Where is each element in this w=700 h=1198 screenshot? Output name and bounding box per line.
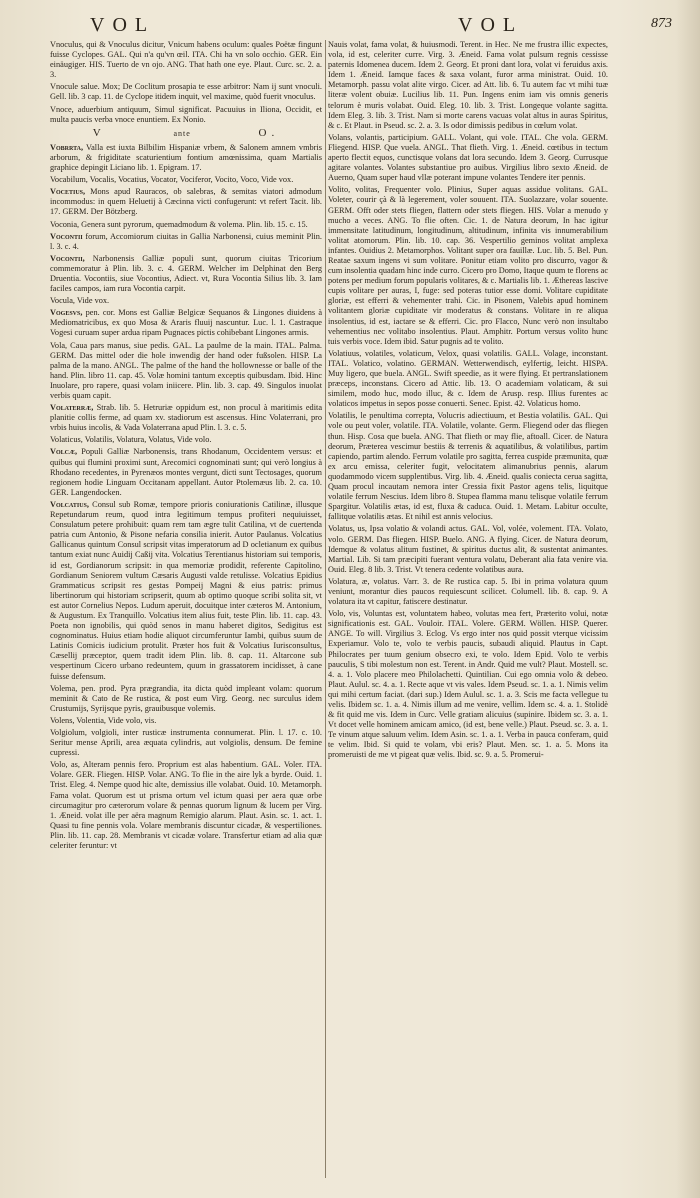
dictionary-entry [50,760,322,851]
entry-text: Volatus, us, Ipsa volatio & volandi actus. GAL. Vol, volée, volement. ITA. Volato, volo. GERM. Das fliegen. HISP. Buelo. ANG. A flying. Cicer. de Natura deorum, Idemque & volatus alitum fustinet, & spiritus ductus alit, & sustentat animantes. Martial. Lib. Si tam præcipiti fuerant ventura volatu, Deberant alia fata venire via. Ouid. Eleg. 8 lib. 3. Trist. Vt tenera cedente volatibus aura. [328,524,608,574]
page-number: 873 [651,16,672,31]
entry-text: Valla est iuxta Bilbilim Hispaniæ vrbem, & Salonem amnem vmbris arborum, & frigiditate scaturientium fontium amœnissima, quam Martialis graphice depingit Liciano lib. 1. Epigram. 17. [50,142,322,173]
dictionary-entry [50,82,322,102]
entry-text: forum, Accomiorum ciuitas in Gallia Narbonensi, cuius meminit Plin. l. 3. c. 4. [50,231,322,251]
entry-headword: Vocontii [50,231,83,241]
entry-text: Volens, Volentia, Vide volo, vis. [50,715,157,725]
dictionary-entry [328,133,608,183]
entry-headword: Volcatius, [50,499,89,509]
running-header [40,12,672,38]
dictionary-entry [50,40,322,80]
entry-text: Volgiolum, volgioli, inter rusticæ instrumenta connumerat. Plin. l. 17. c. 10. Seritur mense Aprili, area æquata cylindris, aut volgiolis, densum. De femine cupressi. [50,728,322,758]
dictionary-entry [50,341,322,402]
page-edge-shadow [676,0,700,1198]
entry-headword: Vobrrta, [50,142,84,152]
section-heading [50,128,322,139]
dictionary-entry [328,185,608,347]
entry-text: Volatilis, le penultima correpta, Volucris adiectiuum, et Bestia volatilis. GAL. Qui vole ou peut voler, volatile. ITA. Volatile, volante. Germ. Fliegend oder das fliegen thun. Hisp. Cosa que buela. ANG. That flieth or may flie, aftoall. Cicer. de Natura deorum, Præterea vescimur bestiis & terrenis & aquatilibus, & volatilibus, partim capiendo, partim alendo. Ferrum volatile pro sagitta, ferrea cuspide præmunita, quæ ex arcu emissa, celeriter fugit, velocitatem alimanubrius pennis, alarum quodammodo vicem supplentibus. Virg. lib. 4. Æneid. qualis coniecta cerua sagitta, Quam procul incautam nemora inter Cressia fixit Pastor agens telis, liquitque volatile ferrum Nescius. Idem libro 8. Stupea flamma manu telisque volatile ferrum Spargitur. Volatilis ætas, id est, fluxa & caduca. Ouid. 1. Metam. Labitur occulte, fallitque volatilis ætas. Et nihil est annis velocius. [328,411,608,522]
entry-text: Volatura, æ, volatus. Varr. 3. de Re rustica cap. 5. Ibi in prima volatura quum veniunt, morantur dies paucos requiescunt scilicet. Columell. lib. 8. cap. 9. A volatura ita vt capitur, fatiscere destinatur. [328,576,608,607]
entry-text: Vocabilum, Vocalis, Vocatius, Vocator, Vociferor, Vocito, Voco, Vide vox. [50,175,294,185]
dictionary-entry [50,296,322,306]
dictionary-entry [328,609,608,760]
entry-text: Vola, Caua pars manus, siue pedis. GAL. La paulme de la main. ITAL. Palma. GERM. Das mittel oder die hole inwendig der hand oder fußsolen. HISP. La palma de la mano. ANGL. The palme of the hand the hollownesse or balle of the hand. Plin. libro 11. cap. 45. Volæ homini tantum exceptis quibusdam. Ibid. Hinc Inuolare, pro rapere, quasi volam iniicere. Plin. lib. 3. cap. 49. Singulos inuolat verbis quam capit. [50,340,322,400]
dictionary-entry [50,435,322,445]
entry-text: Volo, as, Alteram pennis fero. Proprium est alas habentium. GAL. Voler. ITA. Volare. GER. Fliegen. HISP. Volar. ANG. To flie in the aire lyk a byrde. Ouid. 1. Trist. Eleg. 4. Nempe quod hic alte, demissius ille volabat. Ouid. 10. Metamorph. Fama volat. Quorum est ut prisma ortum vel ictum quasi per aera quæ orbe circumagitur pro cæterorum volare & pennas quorum lignum & lucem per Virg. 1. Æneid. volat ille per aëra magnum Remigio alarum. Plaut. Asin. sc. 1. act. 1. Quasi tu fine pennis vola. Volare membranis discuntur cicadæ, & vespertiliones. Plin. lib. 11. cap. 28. Membranis vt cicadæ volare. Transfertur etiam ad alia quæ celeriter feruntur: vt [50,760,322,851]
dictionary-entry [50,232,322,252]
entry-headword: Volcæ, [50,447,78,457]
dictionary-entry [50,403,322,433]
entry-text: Populi Galliæ Narbonensis, trans Rhodanum, Occidentem versus: et quibus qui flumini proximi sunt, Arecomici cognominati sunt; qui verò longius à Rhodano recedentes, in Pyrenæos montes vergunt, dicti sunt Tectosages, quorum regionem hodie Linguam Occitanam appellant. Autor Ptolemæus lib. 2. ca. 10. GER. Langendocken. [50,447,322,497]
dictionary-entry [50,175,322,185]
entry-text: Volans, volantis, participium. GALL. Volant, qui vole. ITAL. Che vola. GERM. Fliegend. HISP. Que vuela. ANGL. That flieth. Virg. 1. Æneid. cœtibus in tectum aperto flectit equos, cunctisque volans dat lora secundo. Idem 3. Georg. Currusque agitare volantes. Volantes substantiue pro auibus. Virgilius libro sexto Æneid. de Auerno, Quam super haud vllæ poterant impune volantes Tendere iter pennis. [328,132,608,183]
entry-headword: Vocetius, [50,187,86,197]
entry-text: Consul sub Romæ, tempore prioris coniurationis Catilinæ, illusque Repetundarum reum, quod intra legitimum tempus profiteri nequiuisset, Consulatum petere prohibuit: quam rem tam ægre tulit Catilina, vt de cuertenda patria cum Antonio, & Pisone nefaria consilia inierit. Autor Paulanus. Volcatius Gallicanus quintum Consul scripsit vitas imperatorum ad D ocletianum ex quibus tantum exiat nunc Auidij Caßij vita. Volcatius Terentianus historiam sui temporis, id est, Gordianorum scripsit: in qua memoriæ prodidit, referente Capitolino, Gordianum Seniorem vultum Cæsaris Augusti valde retulisse. Volcatius Epidius Grammaticus scripsit res gestas Pompeij Magni & eius patris: primus libertinorum qui historiam scripserit, quum ab optimo quoque scribi solita sit, vt est autor Cornelius Nepos. Ludum aperuit, docuitque inter cæteros M. Antonium, & Augustum. Ex Tranquillo. Volcatius item alius fuit, teste Plin. lib. 11. cap. 43. Poeta non ignobilis, qui quòd senos in manu haberet digitos, Sedigitus est cognominatus. Huius etiam hodie aliquot circumferuntur Iambi, quibus suum de Latinis Comicis iudicium protulit. Præter hos fuit & Volcatius Iurisconsultus, Cæsellij præceptor, quem tradit idem Plin. lib. 8. cap. 11. Altarcone sub vespertinum Cicero urbano redeuntem, quum in grassatorem incidisset, à cane fuisse defensum. [50,499,322,681]
entry-text: Nauis volat, fama volat, & huiusmodi. Terent. in Hec. Ne me frustra illic expectes, vola, id est, celeriter curre. Virg. 3. Æneid. Fama volat pulsum regnis cessisse paternis Idomenea ducem. Idem 2. Georg. Et proni dant lora, volat vi feruidus axis. Idem 1. Æneid. Iamque faces & saxa volant, furor arma ministrat. Ouid. 10. Metamorph. passu volat alite virgo. Cicer. ad Att. lib. 6. Tu autem fac vt mihi tuæ literæ volent obuiæ. Lucilius lib. 11. Pun. Ingens enim iam vis omnis generis telorum è muris volabat. Ouid. Eleg. 10. lib. 3. Trist. Longeque volante sagitta. Idem Eleg. 3. lib. 3. Trist. Nam si morte carens vacuas volat altus in auras Spiritus, & c. Et Plaut. in Pseud. sc. 2. a. 3. Is odor dimissis pedibus in cœlum volat. [328,40,608,130]
entry-headword: Vocontii, [50,253,85,263]
right-entries [328,40,608,761]
dictionary-entry [328,577,608,607]
entry-headword: Vogesvs, [50,308,83,318]
entry-text: Mons apud Rauracos, ob salebras, & semitas viatori admodum incommodus: in quem Heluetij à Cæcinna victi confugerunt: vt refert Tacit. lib. 17. GERM. Der Bötzberg. [50,187,322,217]
entry-text: Volaticus, Volatilis, Volatura, Volatus, Vide volo. [50,435,212,445]
left-entries-top [50,40,322,125]
header-left-word: VOL [90,14,156,36]
entry-text: Volatiuus, volatiles, volaticum, Velox, quasi volatilis. GALL. Volage, inconstant. ITAL. Volatico, volatino. GERMAN. Wetterwendisch, eylfertig, leicht. HISPA. Muy ligero, que buela. ANGL. Swift speedie, as it were flying. Et pertranslationem præceps, inconstans. Cicero ad Attic. lib. 13. O academiam volaticam, & sui similem, modo huc, modo illuc, & c. Idem de Arusp. resp. Illius furentes ac volaticos impetus in sepos posse conuerti. Senec. Epist. 42. Volaticus homo. [328,348,608,409]
section-heading-left: V [92,126,106,139]
dictionary-entry [50,254,322,294]
column-divider [325,40,326,1178]
dictionary-entry [50,105,322,125]
dictionary-entry [50,187,322,217]
entry-text: Voconia, Genera sunt pyrorum, quemadmodum & volema. Plin. lib. 15. c. 15. [50,219,308,229]
dictionary-entry [50,308,322,338]
entry-text: Narbonensis Galliæ populi sunt, quorum ciuitas Tricorium commemoratur à Plin. lib. 3. c. 4. GERM. Welcher im Delphinat den Berg Druentia. Vocontiis, siue Vocontius, Adiect. vt, Rura Vocontia Silius lib. 3. Iam faciles campos, iam rura Vocontia carpit. [50,253,322,294]
entry-text: Volo, vis, Voluntas est, voluntatem habeo, volutas mea fert, Præterito volui, notæ significationis est. GAL. Vouloir. ITAL. Volere. GERM. Wöllen. HISP. Querer. ANGE. To will. Virgilius 3. Eclog. Vs ergo inter nos quid possit vterque vicissim Experiamur. Volo te, volo te verbis paucis, subaudi aliquid. Plautus in Capt. Philocrates per tuum genium obsecro exi, te volo. Idem Epid. Volo te verbis pauculis, S tibi molestum non est. Terent. in Andr. Quid me vult? Plaut. Mostell. sc. 4. a. 1. Volo placere meo Philolachetti. Quintilian. Cui ego omnia volo & debeo. Plaut. Aulul. sc. 4. a. 1. Recte aque vt vis vales. Idem Pseud. sc. 1. a. 1. Nimis velim qui mihi certum faciat. (dari sup.) Idem Aulul. sc. 1. a. 3. Scis me facta vellegue tu velis. Ibidem sc. 1. a. 4. Nimis illum ad me venire, vellim. Idem sc. 4. a. 1. Stolidè & fit quid me vis. Idem in Curc. Velle gratiam alicuius (supinire. Ibidem sc. 3. a. 1. Vt docet velle hominem amicam amico, (id est, bene velle.) Plaut. Pseud. sc. 3. a. 1. Te vinum atque saluum velim. Idem Asin. sc. 1. a. 1. Verba in pauca conferam, quid te velim. Ibid. Si quid te volam, vbi eris? Plaut. Men. sc. 1. a. 5. Mons ita promeruisti de me vt pigeat quæ velis. Ibid. sc. 9. a. 5. Promerui- [328,609,608,760]
entry-text: Volito, volitas, Frequenter volo. Plinius, Super aquas assidue volitans. GAL. Voleter, courir çà & là legerement, voler souuent. ITA. Suolazzare, volar souente. GERM. Offt oder stets fliegen, flattern oder stets fliegen. HIS. Volar a menudo y mucho a veces. ANG. To flie often. Cic. 1. de Natura deorum, In hac igitur immensitate latitudinum, longitudinum, altitudinum, infinita vis innumerabilium volitat atomorum. Plin. lib. 10. cap. 36. Vespertilio geminos volitat amplexa infantes. Ouidius 2. Metamorphos. Volitant super ora fauillæ. Luc. lib. 5. Bel. Pun. Reatae saxum ingens vi sum volitare. Ponitur etiam volito pro discurro, vagor & cum insolentia quadam hinc inde curro. Cicero pro Domo, Itaque quum te florens ac potens per medium forum popularis volitares, & c. Martialis lib. 1. Æthereas lascive cupis volitare per auras, I, fuge: sed poteras tutior esse domi. Volitare cupiditate gloriæ, est efferri & vehementer trahi. Cic. in Pisonem, Valebis apud hominem volitantem gloriæ cupiditate vir moderatus & constans. Volitare in re aliqua insolentius, id est, iactare se & efferri. Cic. pro Flacco, Nunc verò non insultabo vehementius nec volitabo insolentius. Plaut. Amphitr. Portum versus volito hunc tuis verbis voce. Idem ibid. Satur pugnis ad te volito. [328,185,608,346]
dictionary-entry [50,220,322,230]
dictionary-entry [328,40,608,131]
entry-text: Volema, pen. prod. Pyra prægrandia, ita dicta quòd impleant volam: quorum meminit & Cato de Re rustica, & post eum Virg. Georg. nec surculus idem Crustumijs, Syrijsque pyris, grauibusque volemis. [50,683,322,713]
left-entries-bottom [50,143,322,851]
entry-text: Vnoce, aduerbium antiquum, Simul significat. Pacuuius in Iliona, Occidit, et multa paucis verba vnoce enuntiem. Ex Nonio. [50,104,322,124]
dictionary-entry [50,447,322,497]
dictionary-entry [328,411,608,522]
dictionary-entry [328,524,608,574]
section-heading-middle: ante [173,128,191,138]
entry-text: Vnoculus, qui & Vnoculus dicitur, Vnicum habens oculum: quales Poëtæ fingunt fuisse Cyclopes. GAL. Qui n'a qu'vn œil. ITA. Chi ha vn solo occhio. GER. Ein einäugiger. HIS. Tuerto de vn ojo. ANG. That hath one eye. Plaut. Curc. sc. 2. a. 3. [50,40,322,80]
entry-headword: Volaterræ, [50,403,94,413]
dictionary-entry [50,716,322,726]
header-right-word: VOL [458,14,524,36]
entry-text: Strab. lib. 5. Hetruriæ oppidum est, non procul à maritimis edita planitie collis ferme, ad quam xv. stadiorum est ascensus. Hinc Volaterrani, pro vrbis huius incolis, & Vada Volaterrana apud Plin. l. 3. c. 5. [50,403,322,433]
dictionary-entry [50,500,322,682]
dictionary-entry [50,728,322,758]
right-column [328,40,608,1184]
left-column [50,40,322,1184]
entry-text: Vnocule salue. Mox; De Coclitum prosapia te esse arbitror: Nam ij sunt vnoculi. Gell. lib. 3 cap. 11. de Cyclope itidem inquit, vel maxime, quòd fuerit vnoculus. [50,82,322,102]
section-heading-right: O. [258,126,280,139]
dictionary-entry [50,143,322,173]
entry-text: pen. cor. Mons est Galliæ Belgicæ Sequanos & Lingones diuidens à Mediomatricibus, ex quo Mosa & Araris fluuij nascuntur. Luc. l. 1. Castraque Vogesi curuam super ardua ripam Pugnaces pictis cohibebant Lingones armis. [50,308,322,338]
dictionary-entry [328,349,608,410]
entry-text: Vocula, Vide vox. [50,296,110,306]
dictionary-entry [50,684,322,714]
